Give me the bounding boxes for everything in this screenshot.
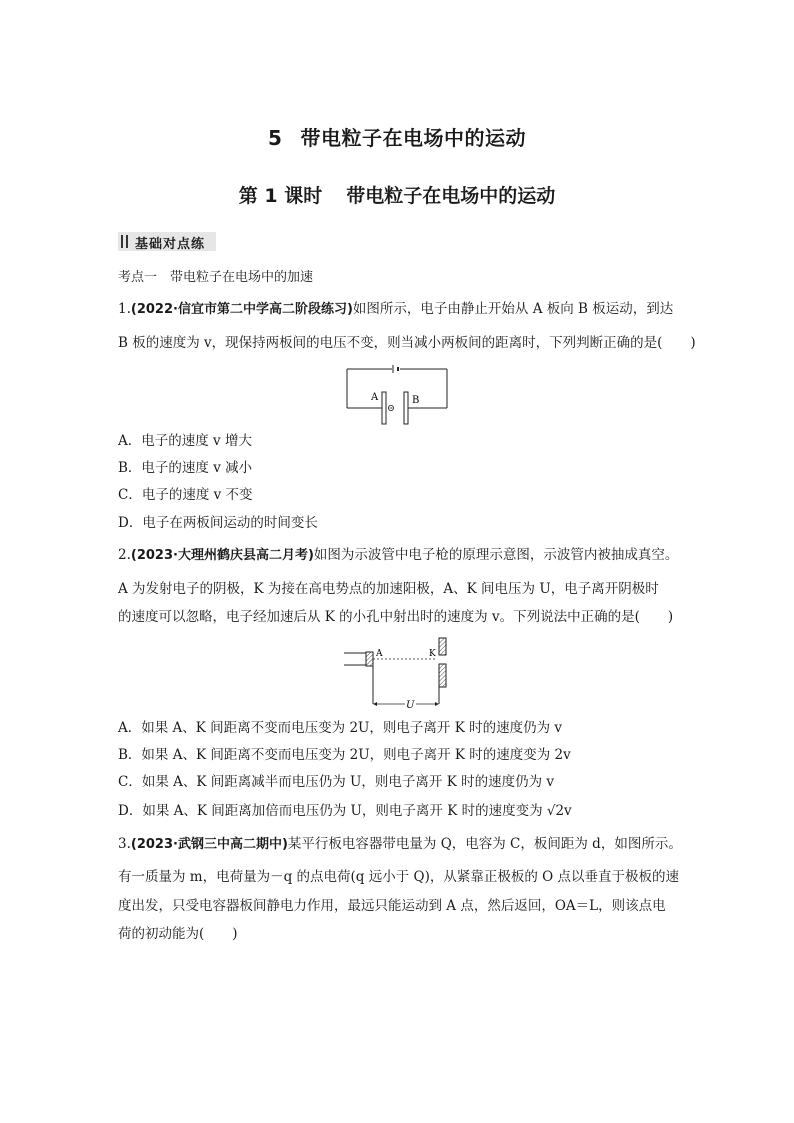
q2-label-a: A (376, 649, 383, 659)
chapter-title-text: 带电粒子在电场中的运动 (300, 126, 526, 150)
q3-stem-line4: 荷的初动能为( (118, 926, 205, 942)
q1-line1 (118, 299, 673, 320)
q2-line2: A 为发射电子的阴极，K 为接在高电势点的加速阳极，A、K 间电压为 U，电子离开阴极时 (118, 581, 659, 597)
q2-stem-line3: 的速度可以忽略，电子经加速后从 K 的小孔中射出时的速度为 v。下列说法中正确的是( (118, 609, 640, 625)
q1-plate-a (382, 392, 386, 424)
q3-line1 (118, 834, 682, 855)
q1-stem-line1: 如图所示，电子由静止开始从 A 板向 B 板运动，到达 (352, 301, 674, 317)
q2-label-k: K (429, 649, 436, 659)
q2-option-b: B．如果 A、K 间距离不变而电压变为 2U，则电子离开 K 时的速度变为 2v (118, 747, 571, 763)
q1-line2 (118, 333, 696, 353)
lesson-title-text: 带电粒子在电场中的运动 (346, 185, 556, 207)
q2-option-c: C．如果 A、K 间距离减半而电压仍为 U，则电子离开 K 时的速度仍为 v (118, 774, 555, 790)
q3-stem-close: ) (232, 926, 238, 942)
q3-line4 (118, 924, 238, 944)
section-tag (118, 232, 216, 251)
q2-source: (2023·大理州鹤庆县高二月考) (130, 548, 314, 563)
q1-label-b: B (412, 395, 420, 406)
q2-option-d: D．如果 A、K 间距离加倍而电压仍为 U，则电子离开 K 时的速度变为 √2v (118, 803, 572, 819)
topic-heading: 考点一 带电粒子在电场中的加速 (118, 270, 314, 285)
q1-number: 1. (118, 301, 131, 317)
q1-source: (2022·信宜市第二中学高二阶段练习) (130, 302, 353, 317)
q2-number: 2. (118, 547, 131, 563)
q1-plate-b (404, 392, 408, 424)
q3-source: (2023·武钢三中高二期中) (130, 837, 288, 852)
q3-stem-line1: 某平行板电容器带电量为 Q，电容为 C，板间距为 d，如图所示。 (287, 836, 682, 852)
q2-anode-k-top (439, 638, 446, 655)
section-tag-bars-icon (121, 235, 128, 248)
q2-figure (340, 636, 460, 716)
section-tag-text: 基础对点练 (135, 237, 206, 252)
q2-anode-k-bottom (439, 664, 446, 687)
chapter-number: 5 (268, 126, 283, 150)
q2-option-a: A．如果 A、K 间距离不变而电压变为 2U，则电子离开 K 时的速度仍为 v (118, 720, 563, 736)
q3-line2: 有一质量为 m，电荷量为－q 的点电荷(q 远小于 Q)，从紧靠正极板的 O 点以垂直于极板的速 (118, 869, 680, 885)
lesson-label: 第 1 课时 (238, 185, 323, 207)
chapter-title (0, 122, 794, 151)
q2-arrowhead-left (373, 702, 377, 706)
q1-figure (340, 362, 455, 430)
q1-option-b: B．电子的速度 v 减小 (118, 460, 253, 476)
q3-line3: 度出发，只受电容器板间静电力作用，最远只能运动到 A 点，然后返回，OA＝L，则该点电 (118, 898, 666, 914)
q1-option-a: A．电子的速度 v 增大 (118, 433, 252, 449)
q1-stem-close: ) (690, 335, 696, 351)
q1-label-a: A (371, 392, 379, 403)
q2-stem-close: ) (667, 609, 674, 625)
q2-stem-line1: 如图为示波管中电子枪的原理示意图，示波管内被抽成真空。 (313, 547, 679, 563)
q2-line1 (118, 545, 678, 566)
q2-cathode-a (366, 652, 373, 666)
lesson-title (0, 181, 794, 208)
q1-option-d: D．电子在两板间运动的时间变长 (118, 515, 318, 531)
q1-stem-line2: B 板的速度为 v，现保持两板间的电压不变，则当减小两板间的距离时，下列判断正确的是( (118, 335, 663, 351)
q2-label-u: U (406, 700, 415, 711)
q1-option-c: C．电子的速度 v 不变 (118, 487, 253, 503)
q2-arrowhead-right (435, 702, 439, 706)
q3-number: 3. (118, 836, 131, 852)
q2-line3 (118, 607, 673, 627)
